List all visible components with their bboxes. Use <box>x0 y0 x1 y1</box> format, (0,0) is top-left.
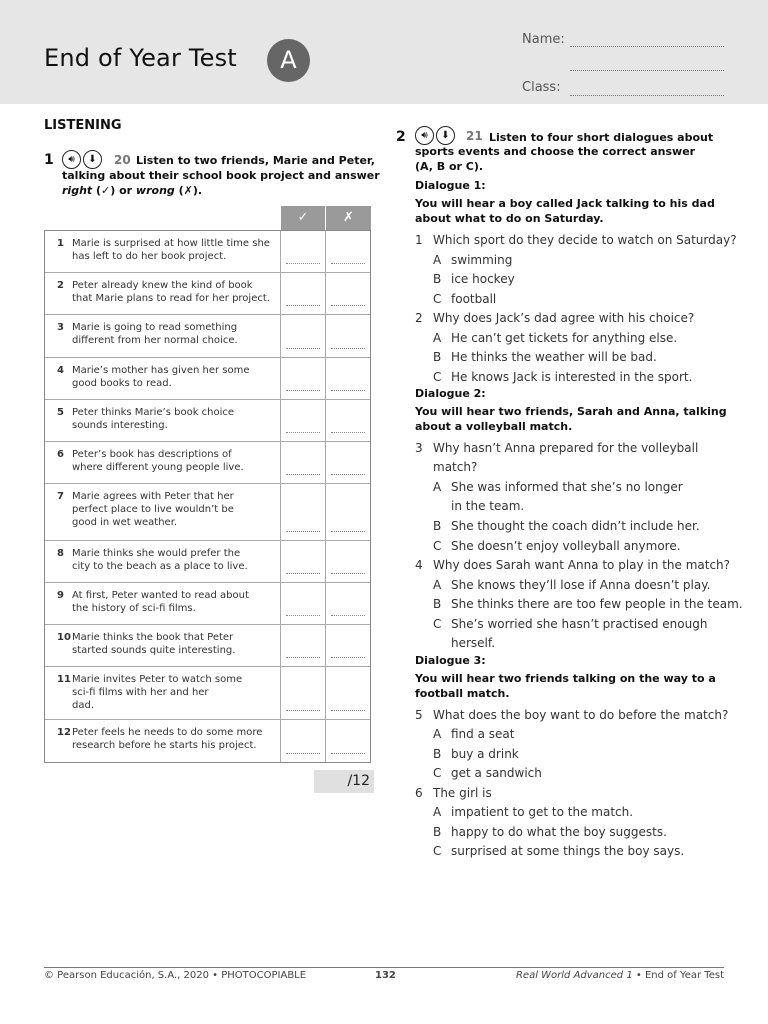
option-line: buy a drink <box>451 746 519 761</box>
option-text <box>451 517 700 536</box>
statement-line: Peter feels he needs to do some more <box>72 727 263 738</box>
answer-dotted-line <box>331 263 365 264</box>
statement-line: Peter’s book has descriptions of <box>72 449 232 460</box>
book-suffix: • End of Year Test <box>632 970 724 981</box>
answer-dotted-line <box>286 263 320 264</box>
footer-book-title <box>516 970 724 981</box>
option-letter: C <box>433 291 442 306</box>
option-letter: A <box>433 480 442 494</box>
right-word: right <box>62 184 93 197</box>
speaker-icon[interactable]: 🔊︎ <box>415 126 434 145</box>
statement-cell <box>45 231 280 272</box>
answer-dotted-line <box>286 615 320 616</box>
question-number: 6 <box>415 785 423 800</box>
statement-line: sci-fi films with her and her <box>72 687 209 698</box>
page-header <box>0 0 768 104</box>
answer-box-right[interactable] <box>280 484 325 540</box>
option-line: swimming <box>451 252 513 267</box>
answer-box-wrong[interactable] <box>325 358 370 399</box>
option-line: She doesn’t enjoy volleyball anymore. <box>451 538 681 553</box>
option-line: He can’t get tickets for anything else. <box>451 330 678 345</box>
statement-text <box>72 321 238 357</box>
question-number: 3 <box>415 441 423 455</box>
question <box>415 231 737 250</box>
statement-text <box>72 547 248 582</box>
task1-score-box: /12 <box>314 770 374 793</box>
name-label: Name: <box>522 32 565 47</box>
column-wrong-header: ✗ <box>326 206 371 230</box>
task1-instruction-line-1: Listen to two friends, Marie and Peter, <box>136 154 375 167</box>
dialogue-description: about what to do on Saturday. <box>415 212 604 225</box>
answer-dotted-line <box>331 348 365 349</box>
statement-line: city to the beach as a place to live. <box>72 561 248 572</box>
question-number: 5 <box>415 707 423 722</box>
option-letter: B <box>433 824 442 839</box>
statement-line: that Marie plans to read for her project. <box>72 293 270 304</box>
statement-number: 5 <box>57 407 64 418</box>
statement-line: where different young people live. <box>72 462 244 473</box>
option-letter: B <box>433 746 442 761</box>
answer-dotted-line <box>286 348 320 349</box>
column-right-header: ✓ <box>281 206 325 230</box>
statement-text <box>72 490 234 540</box>
option-text <box>451 803 633 822</box>
name-line-2 <box>570 70 724 71</box>
option-text <box>451 842 684 861</box>
question-number: 2 <box>415 311 423 325</box>
statement-number: 8 <box>57 548 64 559</box>
question-number: 4 <box>415 558 423 572</box>
answer-box-right[interactable] <box>280 625 325 666</box>
answer-dotted-line <box>331 305 365 306</box>
page-title: End of Year Test <box>44 44 237 72</box>
answer-box-wrong[interactable] <box>325 400 370 441</box>
question-line: Why does Sarah want Anna to play in the match? <box>433 558 731 572</box>
task2-instruction-line-1: Listen to four short dialogues about <box>489 131 714 144</box>
option-letter: A <box>433 577 442 592</box>
question <box>415 784 492 803</box>
statement-number: 1 <box>57 238 64 249</box>
statement-text <box>72 726 262 762</box>
dialogue-description: about a volleyball match. <box>415 420 573 433</box>
download-icon[interactable]: ⬇︎ <box>83 150 102 169</box>
statement-cell <box>45 667 280 719</box>
footer-divider <box>44 967 724 968</box>
option-line: She knows they’ll lose if Anna doesn’t play. <box>451 577 711 592</box>
answer-dotted-line <box>286 657 320 658</box>
statement-line: Marie’s mother has given her some <box>72 365 250 376</box>
statement-number: 12 <box>57 727 71 738</box>
option-letter: C <box>433 766 442 780</box>
option-letter: C <box>433 538 442 553</box>
answer-dotted-line <box>286 710 320 711</box>
option-line: She thinks there are too few people in the team. <box>451 597 743 611</box>
table-row <box>45 231 370 273</box>
statement-number: 11 <box>57 674 71 685</box>
statement-number: 7 <box>57 491 64 502</box>
table-row <box>45 358 370 400</box>
statement-cell <box>45 358 280 399</box>
option-line: happy to do what the boy suggests. <box>451 824 667 839</box>
question <box>415 556 730 575</box>
dialogue-title: Dialogue 3: <box>415 653 486 667</box>
dialogue-description: You will hear two friends talking on the way to a <box>415 671 716 685</box>
statement-number: 3 <box>57 322 64 333</box>
answer-option[interactable] <box>433 329 677 348</box>
answer-box-wrong[interactable] <box>325 541 370 582</box>
question-line: Why hasn’t Anna prepared for the volleyball <box>433 441 699 455</box>
answer-box-right[interactable] <box>280 541 325 582</box>
answer-option[interactable] <box>433 290 496 309</box>
answer-option[interactable] <box>433 842 684 861</box>
statement-line: good in wet weather. <box>72 517 178 528</box>
statement-line: perfect place to live wouldn’t be <box>72 504 234 515</box>
question-text <box>433 439 698 477</box>
option-line: He knows Jack is interested in the sport. <box>451 369 693 384</box>
table-row <box>45 400 370 442</box>
option-text <box>451 348 657 367</box>
statement-text <box>72 589 249 624</box>
statement-cell <box>45 442 280 483</box>
answer-dotted-line <box>331 390 365 391</box>
option-letter: B <box>433 597 442 611</box>
dialogue-title: Dialogue 1: <box>415 179 486 192</box>
task1-track-number: 20 <box>114 153 131 167</box>
answer-box-right[interactable] <box>280 400 325 441</box>
statement-text <box>72 673 242 719</box>
option-text <box>451 290 496 309</box>
answer-box-right[interactable] <box>280 231 325 272</box>
question <box>415 309 694 328</box>
table-row <box>45 484 370 541</box>
task1-audio-icons <box>62 150 102 169</box>
option-letter: C <box>433 616 442 631</box>
answer-option[interactable] <box>433 764 542 783</box>
check-symbol: (✓) or <box>92 184 136 197</box>
statement-cell <box>45 583 280 624</box>
answer-box-right[interactable] <box>280 273 325 314</box>
option-text <box>451 725 514 744</box>
question-text <box>433 556 730 575</box>
question-text <box>433 706 728 725</box>
true-false-table <box>44 230 371 763</box>
statement-text <box>72 631 235 666</box>
task2-instruction-line-2: sports events and choose the correct answer <box>415 145 696 158</box>
option-line: impatient to get to the match. <box>451 805 634 819</box>
statement-cell <box>45 484 280 540</box>
table-row <box>45 667 370 720</box>
option-letter: A <box>433 330 442 345</box>
option-text <box>451 615 707 653</box>
answer-option[interactable] <box>433 615 707 653</box>
task2-audio-icons <box>415 126 455 145</box>
answer-box-wrong[interactable] <box>325 720 370 762</box>
footer-copyright: © Pearson Educación, S.A., 2020 • PHOTOCOPIABLE <box>44 970 307 981</box>
option-line: herself. <box>451 635 496 650</box>
question-text <box>433 231 737 250</box>
section-title: LISTENING <box>44 118 122 133</box>
option-text <box>451 745 519 764</box>
answer-dotted-line <box>286 753 320 754</box>
statement-text <box>72 406 234 441</box>
dialogue-description: You will hear a boy called Jack talking to his dad <box>415 197 715 210</box>
answer-box-right[interactable] <box>280 442 325 483</box>
statement-line: research before he starts his project. <box>72 740 257 751</box>
statement-line: dad. <box>72 700 95 711</box>
option-text <box>451 368 692 387</box>
statement-number: 10 <box>57 632 71 643</box>
answer-box-right[interactable] <box>280 315 325 357</box>
answer-option[interactable] <box>433 348 657 367</box>
option-text <box>451 576 710 595</box>
speaker-icon[interactable]: 🔊︎ <box>62 150 81 169</box>
statement-cell <box>45 720 280 762</box>
table-row <box>45 541 370 583</box>
answer-box-wrong[interactable] <box>325 442 370 483</box>
dialogue-description: football match. <box>415 686 510 700</box>
answer-box-right[interactable] <box>280 667 325 719</box>
statement-number: 4 <box>57 365 64 376</box>
option-line: in the team. <box>451 499 525 513</box>
footer-page-number: 132 <box>375 970 396 981</box>
answer-option[interactable] <box>433 803 633 822</box>
statement-line: At first, Peter wanted to read about <box>72 590 249 601</box>
option-letter: C <box>433 369 442 384</box>
answer-dotted-line <box>331 432 365 433</box>
option-line: ice hockey <box>451 272 515 286</box>
answer-box-right[interactable] <box>280 583 325 624</box>
answer-box-wrong[interactable] <box>325 625 370 666</box>
answer-dotted-line <box>331 753 365 754</box>
statement-line: Marie is going to read something <box>72 322 238 333</box>
answer-dotted-line <box>286 432 320 433</box>
question-line: The girl is <box>433 785 492 800</box>
answer-dotted-line <box>331 573 365 574</box>
book-name: Real World Advanced 1 <box>515 970 633 981</box>
table-row <box>45 720 370 762</box>
wrong-word: wrong <box>135 184 175 197</box>
option-text <box>451 764 542 783</box>
option-line: She thought the coach didn’t include her. <box>451 519 700 533</box>
option-line: She was informed that she’s no longer <box>451 480 683 494</box>
answer-option[interactable] <box>433 478 683 516</box>
answer-box-right[interactable] <box>280 720 325 762</box>
answer-box-wrong[interactable] <box>325 667 370 719</box>
answer-option[interactable] <box>433 725 514 744</box>
question-text <box>433 309 694 328</box>
dialogue-title: Dialogue 2: <box>415 387 486 400</box>
option-text <box>451 329 677 348</box>
answer-dotted-line <box>331 531 365 532</box>
statement-cell <box>45 315 280 357</box>
answer-dotted-line <box>286 474 320 475</box>
question-line: Why does Jack’s dad agree with his choice? <box>433 311 695 325</box>
answer-box-right[interactable] <box>280 358 325 399</box>
task1-instruction-line-3 <box>62 183 202 198</box>
class-line <box>570 95 724 96</box>
statement-line: different from her normal choice. <box>72 335 238 346</box>
option-line: get a sandwich <box>451 766 542 780</box>
statement-line: Marie invites Peter to watch some <box>72 674 243 685</box>
answer-option[interactable] <box>433 595 743 614</box>
option-text <box>451 251 512 270</box>
option-letter: A <box>433 252 442 267</box>
option-letter: C <box>433 844 442 858</box>
statement-number: 9 <box>57 590 64 601</box>
option-letter: B <box>433 272 442 286</box>
option-letter: A <box>433 727 442 741</box>
statement-cell <box>45 541 280 582</box>
statement-text <box>72 364 250 399</box>
statement-text <box>72 237 270 272</box>
statement-cell <box>45 273 280 314</box>
option-text <box>451 478 683 516</box>
question <box>415 439 698 477</box>
statement-line: the history of sci-fi films. <box>72 603 196 614</box>
statement-line: has left to do her book project. <box>72 251 227 262</box>
name-line-1 <box>570 46 724 47</box>
answer-option[interactable] <box>433 270 515 289</box>
table-row <box>45 442 370 484</box>
answer-box-wrong[interactable] <box>325 315 370 357</box>
answer-dotted-line <box>331 615 365 616</box>
table-row <box>45 625 370 667</box>
statement-line: Peter already knew the kind of book <box>72 280 253 291</box>
table-row <box>45 273 370 315</box>
question-line: Which sport do they decide to watch on Saturday? <box>433 233 737 247</box>
answer-dotted-line <box>286 573 320 574</box>
download-icon[interactable]: ⬇︎ <box>436 126 455 145</box>
answer-dotted-line <box>286 390 320 391</box>
answer-box-wrong[interactable] <box>325 583 370 624</box>
task2-track-number: 21 <box>466 129 483 143</box>
answer-box-wrong[interactable] <box>325 231 370 272</box>
answer-option[interactable] <box>433 576 710 595</box>
option-letter: A <box>433 805 442 819</box>
option-letter: B <box>433 519 442 533</box>
option-text <box>451 823 667 842</box>
option-line: find a seat <box>451 727 515 741</box>
question-line: match? <box>433 460 478 474</box>
task1-instruction-line-2: talking about their school book project and answer <box>62 169 380 182</box>
question-line: What does the boy want to do before the match? <box>433 707 729 722</box>
answer-option[interactable] <box>433 517 700 536</box>
statement-line: good books to read. <box>72 378 172 389</box>
answer-option[interactable] <box>433 368 692 387</box>
answer-option[interactable] <box>433 251 512 270</box>
question-text <box>433 784 492 803</box>
option-line: She’s worried she hasn’t practised enough <box>451 616 708 631</box>
answer-option[interactable] <box>433 537 681 556</box>
option-line: surprised at some things the boy says. <box>451 844 685 858</box>
statement-text <box>72 279 270 314</box>
answer-dotted-line <box>331 657 365 658</box>
task2-instruction-line-3: (A, B or C). <box>415 160 484 173</box>
statement-cell <box>45 625 280 666</box>
dialogue-description: You will hear two friends, Sarah and Anna, talking <box>415 405 727 418</box>
answer-option[interactable] <box>433 745 519 764</box>
option-letter: B <box>433 350 442 364</box>
statement-text <box>72 448 244 483</box>
table-row <box>45 583 370 625</box>
statement-line: Marie is surprised at how little time she <box>72 238 270 249</box>
question-number: 1 <box>415 233 423 247</box>
option-text <box>451 270 515 289</box>
question <box>415 706 728 725</box>
statement-line: Marie thinks the book that Peter <box>72 632 234 643</box>
option-line: He thinks the weather will be bad. <box>451 350 657 364</box>
task1-number: 1 <box>44 152 54 168</box>
answer-dotted-line <box>286 531 320 532</box>
statement-number: 2 <box>57 280 64 291</box>
cross-symbol: (✗). <box>174 184 203 197</box>
answer-box-wrong[interactable] <box>325 484 370 540</box>
statement-number: 6 <box>57 449 64 460</box>
answer-box-wrong[interactable] <box>325 273 370 314</box>
statement-line: started sounds quite interesting. <box>72 645 236 656</box>
statement-line: Peter thinks Marie’s book choice <box>72 407 235 418</box>
answer-dotted-line <box>331 710 365 711</box>
answer-option[interactable] <box>433 823 667 842</box>
answer-dotted-line <box>331 474 365 475</box>
answer-dotted-line <box>286 305 320 306</box>
option-text <box>451 595 743 614</box>
class-label: Class: <box>522 80 561 95</box>
option-text <box>451 537 681 556</box>
table-row <box>45 315 370 358</box>
option-line: football <box>451 291 497 306</box>
statement-line: sounds interesting. <box>72 420 168 431</box>
statement-line: Marie thinks she would prefer the <box>72 548 241 559</box>
task2-number: 2 <box>396 129 406 145</box>
statement-cell <box>45 400 280 441</box>
test-version-badge: A <box>267 39 310 82</box>
statement-line: Marie agrees with Peter that her <box>72 491 234 502</box>
